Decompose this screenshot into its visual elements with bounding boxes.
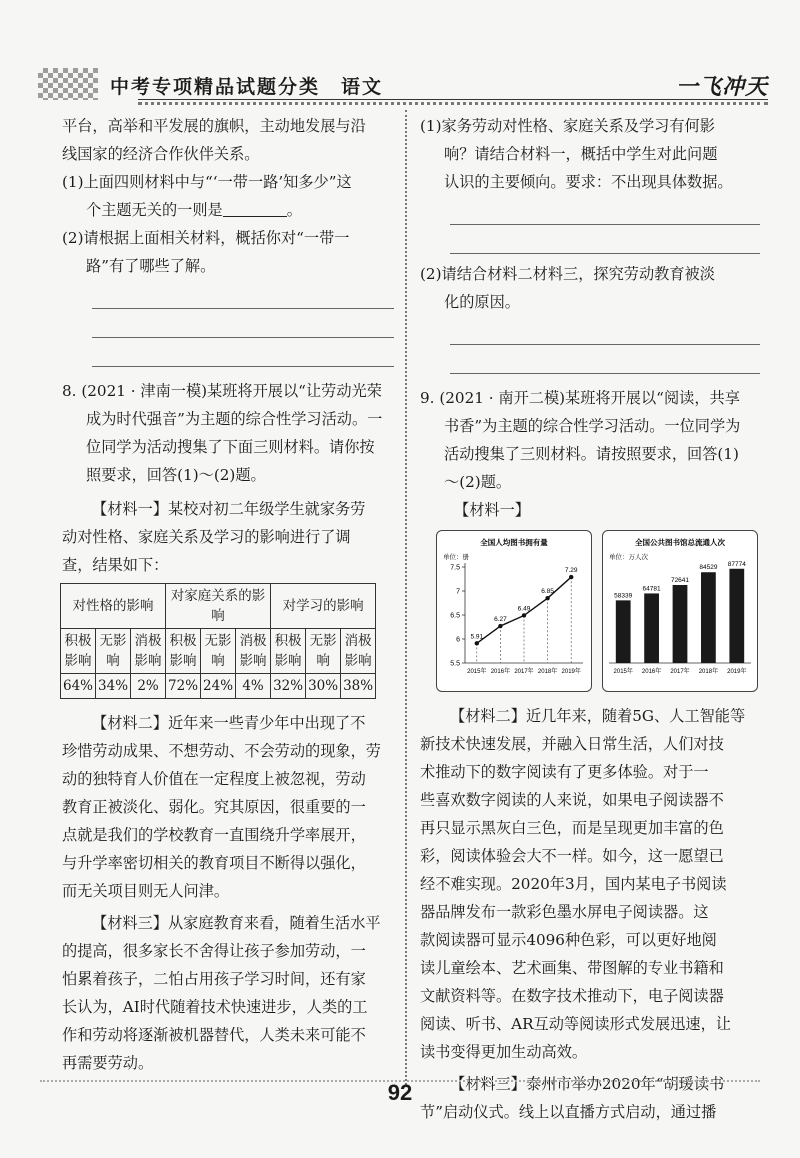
material-3-line: 作和劳动将逐渐被机器替代，人类未来可能不	[62, 1026, 366, 1044]
right-column	[420, 112, 760, 1126]
answer-line[interactable]	[450, 225, 760, 254]
bar	[729, 569, 744, 663]
data-point	[498, 624, 502, 628]
r-question-1-line: 认识的主要倾向。要求：不出现具体数据。	[444, 173, 733, 191]
survey-table	[60, 583, 376, 699]
material-2-line: 点就是我们的学校教育一直围绕升学率展开，	[62, 826, 366, 844]
material-2-line: 教育正被淡化、弱化。究其原因，很重要的一	[62, 798, 366, 816]
answer-line[interactable]	[92, 309, 394, 338]
bar-chart-box	[602, 530, 758, 692]
answer-line[interactable]	[92, 280, 394, 309]
data-point	[545, 596, 549, 600]
page-header	[38, 66, 768, 104]
data-label: 7.29	[564, 567, 578, 575]
material-2-line: 【材料二】近几年来，随着5G、人工智能等	[450, 707, 746, 725]
header-rule-dotted	[138, 102, 768, 105]
material-3-line: 怕累着孩子，二怕占用孩子学习时间，还有家	[62, 970, 366, 988]
data-point	[475, 641, 479, 645]
x-tick-label: 2019年	[727, 669, 747, 675]
column-divider	[405, 110, 407, 1085]
data-label: 64781	[642, 585, 661, 593]
data-label: 72641	[670, 577, 690, 585]
y-tick-label: 7	[456, 588, 460, 596]
r-question-2-line: (2)请结合材料二材料三，探究劳动教育被淡	[420, 265, 715, 283]
y-tick-label: 6	[456, 636, 460, 644]
table-cell: 24%	[201, 674, 236, 699]
table-cell: 34%	[96, 674, 131, 699]
material-2-line: 与升学率密切相关的教育项目不断得以强化，	[62, 854, 366, 872]
data-point	[522, 613, 526, 617]
table-group-header: 对家庭关系的影响	[166, 584, 271, 629]
intro-line: 平台，高举和平发展的旗帜，主动地发展与沿	[62, 117, 366, 135]
x-tick-label: 2018年	[698, 669, 719, 675]
data-label: 84529	[699, 564, 718, 572]
table-cell: 4%	[236, 674, 271, 699]
material-2-line: 阅读、听书、AR互动等阅读形式发展迅速，让	[420, 1015, 731, 1033]
bar	[673, 585, 688, 663]
header-rule	[138, 99, 768, 100]
y-tick-label: 7.5	[450, 564, 460, 572]
material-2-line: 彩，阅读体验会大不一样。如今，这一愿望已	[420, 847, 724, 865]
material-1-label: 【材料一】	[454, 501, 530, 519]
table-cell: 38%	[341, 674, 376, 699]
data-label: 5.91	[470, 633, 484, 641]
bar-chart	[603, 531, 757, 691]
x-tick-label: 2017年	[670, 669, 690, 675]
chart-title: 全国公共图书馆总流通人次	[635, 538, 725, 547]
material-3-line: 再需要劳动。	[62, 1054, 154, 1072]
material-2-line: 些喜欢数字阅读的人来说，如果电子阅读器不	[420, 791, 724, 809]
data-label: 6.49	[517, 605, 531, 613]
intro-line: 线国家的经济合作伙伴关系。	[62, 145, 260, 163]
table-sub-header: 无影响	[201, 629, 236, 674]
answer-line[interactable]	[450, 345, 760, 374]
table-cell: 64%	[61, 674, 96, 699]
header-checker-logo	[38, 68, 98, 100]
material-2-line: 经不难实现。2020年3月，国内某电子书阅读	[420, 875, 727, 893]
x-tick-label: 2016年	[490, 669, 511, 675]
question-8-line: 8. (2021 · 津南一模)某班将开展以“让劳动光荣	[62, 382, 382, 400]
y-tick-label: 5.5	[450, 660, 460, 668]
data-label: 58339	[614, 592, 633, 600]
y-axis-unit: 单位：万人次	[609, 554, 648, 561]
answer-line[interactable]	[450, 316, 760, 345]
material-3-line: 【材料三】从家庭教育来看，随着生活水平	[92, 914, 381, 932]
x-tick-label: 2018年	[537, 669, 558, 675]
table-sub-header: 无影响	[306, 629, 341, 674]
material-2-line: 珍惜劳动成果、不想劳动、不会劳动的现象，劳	[62, 742, 381, 760]
material-2-line: 款阅读器可显示4096种色彩，可以更好地阅	[420, 931, 717, 949]
r-question-1-line: (1)家务劳动对性格、家庭关系及学习有何影	[420, 117, 715, 135]
chart-area	[436, 530, 760, 692]
material-2-line: 器品牌发布一款彩色墨水屏电子阅读器。这	[420, 903, 709, 921]
material-2-line: 读书变得更加生动高效。	[420, 1043, 588, 1061]
r-question-1-line: 响？请结合材料一，概括中学生对此问题	[444, 145, 718, 163]
question-1-line: (1)上面四则材料中与“‘一带一路’知多少”这	[62, 173, 352, 191]
line-chart	[437, 531, 591, 691]
table-cell: 72%	[166, 674, 201, 699]
table-group-header: 对性格的影响	[61, 584, 166, 629]
table-cell: 2%	[131, 674, 166, 699]
data-label: 6.27	[494, 616, 507, 624]
material-2-line: 再只显示黑灰白三色，而是呈现更加丰富的色	[420, 819, 724, 837]
x-tick-label: 2017年	[514, 669, 534, 675]
material-2-line: 而无关项目则无人问津。	[62, 882, 230, 900]
answer-line[interactable]	[92, 338, 394, 367]
line-chart-box	[436, 530, 592, 692]
question-8-line: 照要求，回答(1)～(2)题。	[86, 466, 266, 484]
bar	[644, 593, 659, 663]
material-1-line: 查，结果如下：	[62, 556, 169, 574]
material-2-line: 文献资料等。在数字技术推动下，电子阅读器	[420, 987, 724, 1005]
table-cell: 32%	[271, 674, 306, 699]
data-point	[569, 575, 573, 579]
table-sub-header: 消极影响	[341, 629, 376, 674]
material-2-line: 动的独特育人价值在一定程度上被忽视，劳动	[62, 770, 366, 788]
bar	[701, 572, 716, 663]
left-column	[62, 112, 394, 1077]
material-3-line: 长认为，AI时代随着技术快速进步，人类的工	[62, 998, 368, 1016]
y-axis-unit: 单位：册	[443, 554, 469, 561]
material-2-line: 术推动下的数字阅读有了更多体验。对于一	[420, 763, 709, 781]
material-1-line: 【材料一】某校对初二年级学生就家务劳	[92, 500, 366, 518]
answer-blank[interactable]	[223, 200, 287, 217]
question-2-line: 路”有了哪些了解。	[86, 257, 216, 275]
table-sub-header: 积极影响	[271, 629, 306, 674]
answer-line[interactable]	[450, 196, 760, 225]
question-9-line: ～(2)题。	[444, 473, 512, 491]
r-question-2-line: 化的原因。	[444, 293, 520, 311]
table-cell: 30%	[306, 674, 341, 699]
material-2-line: 新技术快速发展，并融入日常生活，人们对技	[420, 735, 724, 753]
data-label: 6.85	[541, 588, 554, 596]
table-sub-header: 消极影响	[131, 629, 166, 674]
question-1-line: 个主题无关的一则是 。	[86, 201, 302, 219]
question-8-line: 成为时代强音”为主题的综合性学习活动。一	[86, 410, 383, 428]
material-3-line: 【材料三】泰州市举办2020年“胡瑗读书	[450, 1075, 725, 1093]
question-2-line: (2)请根据上面相关材料，概括你对“一带一	[62, 229, 350, 247]
question-8-line: 位同学为活动搜集了下面三则材料。请你按	[86, 438, 375, 456]
material-2-line: 【材料二】近年来一些青少年中出现了不	[92, 714, 366, 732]
x-tick-label: 2019年	[561, 669, 581, 675]
material-1-line: 动对性格、家庭关系及学习的影响进行了调	[62, 528, 351, 546]
brand-logo: 一飞冲天	[675, 74, 768, 100]
page-number: 92	[387, 1080, 413, 1105]
bar	[616, 600, 631, 663]
x-tick-label: 2016年	[641, 669, 662, 675]
table-sub-header: 积极影响	[166, 629, 201, 674]
question-9-line: 9. (2021 · 南开二模)某班将开展以“阅读，共享	[420, 389, 740, 407]
table-sub-header: 消极影响	[236, 629, 271, 674]
y-tick-label: 6.5	[450, 612, 460, 620]
chart-title: 全国人均图书拥有量	[480, 538, 548, 547]
series-title: 中考专项精品试题分类 语文	[110, 76, 384, 98]
question-9-line: 活动搜集了三则材料。请按照要求，回答(1)	[444, 445, 739, 463]
x-tick-label: 2015年	[467, 669, 487, 675]
question-9-line: 书香”为主题的综合性学习活动。一位同学为	[444, 417, 741, 435]
table-sub-header: 无影响	[96, 629, 131, 674]
material-2-line: 读儿童绘本、艺术画集、带图解的专业书籍和	[420, 959, 724, 977]
table-group-header: 对学习的影响	[271, 584, 376, 629]
material-3-line: 的提高，很多家长不舍得让孩子参加劳动，一	[62, 942, 366, 960]
table-sub-header: 积极影响	[61, 629, 96, 674]
material-3-line: 节”启动仪式。线上以直播方式启动，通过播	[420, 1103, 717, 1121]
x-tick-label: 2015年	[613, 669, 633, 675]
data-label: 87774	[727, 560, 746, 568]
